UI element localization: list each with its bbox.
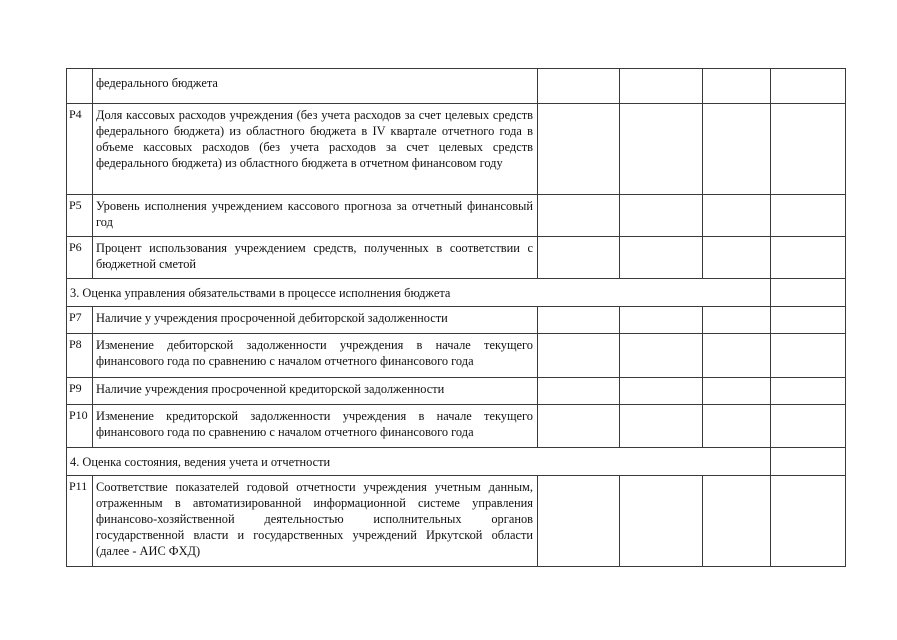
value-cell <box>538 69 620 104</box>
section-heading: 4. Оценка состояния, ведения учета и отчетности <box>67 448 771 476</box>
value-cell <box>620 69 703 104</box>
value-cell <box>538 334 620 378</box>
value-cell <box>703 69 771 104</box>
value-cell <box>703 237 771 279</box>
value-cell <box>771 195 846 237</box>
value-cell <box>703 307 771 334</box>
section-row <box>67 279 846 307</box>
value-cell <box>703 378 771 405</box>
indicator-code: P9 <box>67 378 93 405</box>
value-cell <box>620 195 703 237</box>
indicator-code <box>67 69 93 104</box>
value-cell <box>771 334 846 378</box>
indicator-code: P5 <box>67 195 93 237</box>
indicator-description: Наличие учреждения просроченной кредиторской задолженности <box>93 378 538 405</box>
table-row <box>67 378 846 405</box>
value-cell <box>538 378 620 405</box>
value-cell <box>771 307 846 334</box>
value-cell <box>620 334 703 378</box>
value-cell <box>703 334 771 378</box>
indicator-code: P7 <box>67 307 93 334</box>
indicators-table <box>66 68 846 567</box>
value-cell <box>620 405 703 448</box>
indicator-description: федерального бюджета <box>93 69 538 104</box>
value-cell <box>771 69 846 104</box>
indicator-description: Доля кассовых расходов учреждения (без учета расходов за счет целевых средств федерального бюджета) из областного бюджета в IV квартале отчетного года в объеме кассовых расходов (без учета расходов за счет целевых средств федерального бюджета) из областного бюджета в отчетном финансовом году <box>93 104 538 195</box>
indicator-description: Соответствие показателей годовой отчетности учреждения учетным данным, отраженным в автоматизированной информационной системе управления финансово-хозяйственной деятельностью исполнительных органов государственной власти и государственных учреждений Иркутской области (далее - АИС ФХД) <box>93 476 538 567</box>
value-cell <box>538 195 620 237</box>
table-row <box>67 334 846 378</box>
value-cell <box>771 448 846 476</box>
value-cell <box>538 476 620 567</box>
indicator-description: Процент использования учреждением средств, полученных в соответствии с бюджетной сметой <box>93 237 538 279</box>
table-row <box>67 104 846 195</box>
value-cell <box>771 378 846 405</box>
table-row <box>67 307 846 334</box>
indicator-code: P10 <box>67 405 93 448</box>
section-heading: 3. Оценка управления обязательствами в процессе исполнения бюджета <box>67 279 771 307</box>
indicator-description: Уровень исполнения учреждением кассового прогноза за отчетный финансовый год <box>93 195 538 237</box>
value-cell <box>703 195 771 237</box>
value-cell <box>771 405 846 448</box>
value-cell <box>620 476 703 567</box>
value-cell <box>771 476 846 567</box>
section-row <box>67 448 846 476</box>
value-cell <box>538 405 620 448</box>
value-cell <box>538 307 620 334</box>
table-row <box>67 195 846 237</box>
value-cell <box>703 476 771 567</box>
value-cell <box>771 104 846 195</box>
value-cell <box>620 104 703 195</box>
value-cell <box>771 279 846 307</box>
table-row <box>67 405 846 448</box>
value-cell <box>620 378 703 405</box>
value-cell <box>620 307 703 334</box>
value-cell <box>703 405 771 448</box>
value-cell <box>620 237 703 279</box>
indicator-code: P6 <box>67 237 93 279</box>
indicator-code: P11 <box>67 476 93 567</box>
indicator-description: Наличие у учреждения просроченной дебиторской задолженности <box>93 307 538 334</box>
table-row <box>67 476 846 567</box>
indicator-description: Изменение кредиторской задолженности учреждения в начале текущего финансового года по сравнению с началом отчетного финансового года <box>93 405 538 448</box>
value-cell <box>538 104 620 195</box>
value-cell <box>771 237 846 279</box>
value-cell <box>703 104 771 195</box>
indicator-code: P4 <box>67 104 93 195</box>
table-row <box>67 69 846 104</box>
indicator-code: P8 <box>67 334 93 378</box>
table-row <box>67 237 846 279</box>
indicator-description: Изменение дебиторской задолженности учреждения в начале текущего финансового года по сравнению с началом отчетного финансового года <box>93 334 538 378</box>
value-cell <box>538 237 620 279</box>
